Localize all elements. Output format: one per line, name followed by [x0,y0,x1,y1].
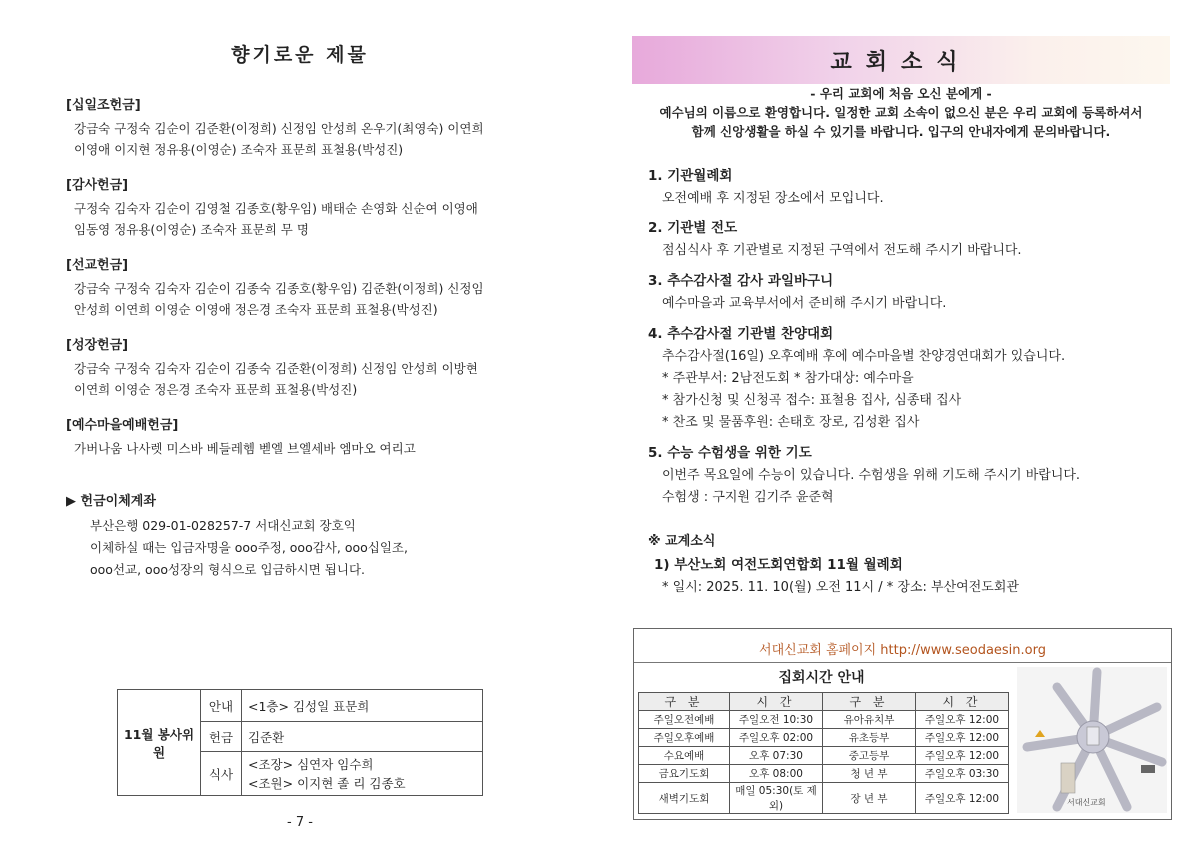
section-heading: [예수마을예배헌금] [66,418,179,433]
schedule-cell: 수요예배 [639,747,730,765]
news-item-5 [648,441,1178,509]
news-line: 이번주 목요일에 수능이 있습니다. 수험생을 위해 기도해 주시기 바랍니다. [662,468,1081,483]
name-line: 이연희 이영순 정은경 조숙자 표문희 표철용(박성진) [74,382,358,397]
schedule-cell: 금요기도회 [639,765,730,783]
map-church-label: 서대신교회 [1067,798,1106,807]
schedule-cell: 주일오후 12:00 [916,747,1009,765]
schedule-cell: 오후 08:00 [730,765,823,783]
banner-title: 교회소식 [830,50,972,75]
schedule-cell: 주일오전 10:30 [730,711,823,729]
schedule-table [638,692,1009,814]
divider [634,662,1171,663]
schedule-cell: 주일오후 12:00 [916,783,1009,814]
news-line: 오전예배 후 지정된 장소에서 모입니다. [662,191,884,206]
page-number: - 7 - [287,815,313,830]
name-line: 가버나움 나사렛 미스바 베들레헴 벧엘 브엘세바 엠마오 여리고 [74,441,416,456]
news-heading: 4. 추수감사절 기관별 찬양대회 [648,326,834,342]
worship-schedule-box [633,628,1172,820]
service-label: 11월 봉사위원 [118,690,201,796]
district-item-detail: * 일시: 2025. 11. 10(월) 오전 11시 / * 장소: 부산여전도회관 [662,580,1019,595]
schedule-cell: 중고등부 [823,747,916,765]
service-names: <조원> 이지현 졸 리 김종호 [248,775,406,791]
schedule-cell: 매일 05:30(토 제외) [730,783,823,814]
schedule-cell: 유아유치부 [823,711,916,729]
news-bullet: * 찬조 및 물품후원: 손태호 장로, 김성환 집사 [662,415,920,430]
district-heading: ※ 교계소식 [648,534,716,549]
district-item-title: 1) 부산노회 여전도회연합회 11월 월례회 [654,557,903,573]
news-heading: 1. 기관월례회 [648,168,733,184]
news-bullet: * 주관부서: 2남전도회 * 참가대상: 예수마을 [662,371,914,386]
section-heading: [선교헌금] [66,258,129,273]
schedule-cell: 장 년 부 [823,783,916,814]
service-role: 안내 [201,690,242,722]
service-names: <조장> 심연자 임수희 [248,756,374,772]
schedule-header: 구 분 [823,693,916,711]
church-news-banner [632,36,1170,84]
section-heading: [감사헌금] [66,178,129,193]
schedule-cell: 주일오후예배 [639,729,730,747]
offering-section-village [66,414,586,459]
news-heading: 5. 수능 수험생을 위한 기도 [648,445,812,461]
homepage-link[interactable]: 서대신교회 홈페이지 http://www.seodaesin.org [759,643,1046,658]
service-role: 헌금 [201,722,242,752]
schedule-cell: 주일오후 03:30 [916,765,1009,783]
name-line: 임동영 정유용(이영순) 조숙자 표문희 무 명 [74,222,309,237]
news-line: 추수감사절(16일) 오후예배 후에 예수마을별 찬양경연대회가 있습니다. [662,349,1066,364]
news-line: 예수마을과 교육부서에서 준비해 주시기 바랍니다. [662,296,947,311]
section-heading: [십일조헌금] [66,98,141,113]
news-line: 수험생 : 구지원 김기주 윤준혁 [662,490,834,505]
service-names: 김준환 [242,722,483,752]
news-heading: 3. 추수감사절 감사 과일바구니 [648,273,834,289]
news-line: 점심식사 후 기관별로 지정된 구역에서 전도해 주시기 바랍니다. [662,243,1022,258]
name-line: 강금숙 구정숙 김순이 김준환(이정희) 신정임 안성희 온우기(최영숙) 이연희 [74,121,484,136]
name-line: 안성희 이연희 이영순 이영애 정은경 조숙자 표문희 표철용(박성진) [74,302,438,317]
news-item-3 [648,269,1178,315]
news-item-4 [648,322,1178,434]
service-role: 식사 [201,752,242,796]
name-line: 이영애 이지현 정유용(이영순) 조숙자 표문희 표철용(박성진) [74,142,404,157]
news-bullet: * 참가신청 및 신청곡 접수: 표철용 집사, 심종태 집사 [662,393,962,408]
news-item-1 [648,164,1178,210]
newcomer-intro-heading: - 우리 교회에 처음 오신 분에게 - [810,86,992,101]
schedule-header: 구 분 [639,693,730,711]
page-title-offerings: 향기로운 제물 [231,44,369,66]
schedule-cell: 오후 07:30 [730,747,823,765]
offering-section-thanks [66,174,586,240]
offering-section-growth [66,334,586,400]
schedule-cell: 주일오후 12:00 [916,729,1009,747]
name-line: 강금숙 구정숙 김숙자 김순이 김종숙 김준환(이정희) 신정임 안성희 이방현 [74,361,478,376]
schedule-cell: 청 년 부 [823,765,916,783]
schedule-cell: 주일오후 02:00 [730,729,823,747]
schedule-cell: 주일오전예배 [639,711,730,729]
church-location-map [1017,667,1167,813]
schedule-title: 집회시간 안내 [778,670,865,686]
account-heading: ▶ 헌금이체계좌 [66,494,156,509]
newcomer-intro-line: 예수님의 이름으로 환영합니다. 일정한 교회 소속이 없으신 분은 우리 교회에 등록하셔서 [659,105,1143,120]
schedule-cell: 유초등부 [823,729,916,747]
schedule-cell: 주일오후 12:00 [916,711,1009,729]
news-heading: 2. 기관별 전도 [648,220,738,236]
offering-section-mission [66,254,586,320]
offering-section-tithe [66,94,586,160]
district-news [648,530,1178,599]
service-names: <1층> 김성일 표문희 [242,690,483,722]
account-line: ooo선교, ooo성장의 형식으로 입금하시면 됩니다. [90,562,366,577]
section-heading: [성장헌금] [66,338,129,353]
bank-account-info [66,490,586,581]
account-line: 이체하실 때는 입금자명을 ooo주정, ooo감사, ooo십일조, [90,540,408,555]
name-line: 강금숙 구정숙 김숙자 김순이 김종숙 김종호(황우임) 김준환(이정희) 신정임 [74,281,484,296]
service-committee-table [117,689,483,796]
account-line: 부산은행 029-01-028257-7 서대신교회 장호익 [90,518,356,533]
news-item-2 [648,216,1178,262]
schedule-header: 시 간 [730,693,823,711]
schedule-cell: 새벽기도회 [639,783,730,814]
newcomer-intro-line: 함께 신앙생활을 하실 수 있기를 바랍니다. 입구의 안내자에게 문의바랍니다. [691,124,1111,139]
name-line: 구정숙 김숙자 김순이 김영철 김종호(황우임) 배태순 손영화 신순여 이영애 [74,201,478,216]
schedule-header: 시 간 [916,693,1009,711]
